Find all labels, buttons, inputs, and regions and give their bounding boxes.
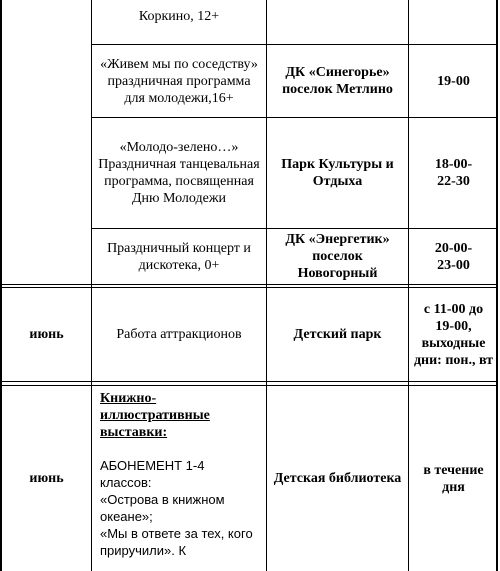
place-cell: ДК «Энергетик» поселок Новогорный (285, 232, 390, 281)
time-cell: 19-00 (437, 73, 470, 89)
time-cell: с 11-00 до 19-00, выходные дни: пон., вт (413, 301, 494, 368)
time-cell: 18-00- 22-30 (434, 157, 473, 189)
exhibition-line: «Мы в ответе за тех, кого приручили». К (100, 526, 253, 558)
time-cell: 20-00- 23-00 (434, 240, 473, 273)
place-cell: Детская библиотека (273, 471, 402, 486)
event-cell (92, 386, 266, 571)
event-cell: «Живем мы по соседству» праздничная программа для молодежи,16+ (100, 56, 258, 106)
event-cell: «Молодо-зелено…» Праздничная танцевальная программа, посвященная Дню Молодежи (98, 140, 260, 206)
exhibition-heading: Книжно-иллюстративные выставки: (100, 391, 210, 440)
time-cell: в течение дня (423, 462, 484, 495)
place-cell: Детский парк (293, 327, 382, 342)
month-cell: июнь (29, 327, 64, 342)
event-cell: Коркино, 12+ (138, 8, 220, 24)
event-cell: Праздничный концерт и дискотека, 0+ (107, 240, 251, 273)
month-cell: июнь (29, 471, 64, 486)
block-divider (0, 284, 498, 285)
exhibition-line: АБОНЕМЕНТ 1-4 классов: (100, 458, 205, 490)
block-divider (0, 381, 498, 382)
place-cell: ДК «Синегорье» поселок Метлино (282, 65, 393, 97)
event-cell: Работа аттракционов (116, 327, 242, 342)
exhibition-line: «Острова в книжном океане»; (100, 492, 225, 524)
place-cell: Парк Культуры и Отдыха (281, 157, 394, 189)
